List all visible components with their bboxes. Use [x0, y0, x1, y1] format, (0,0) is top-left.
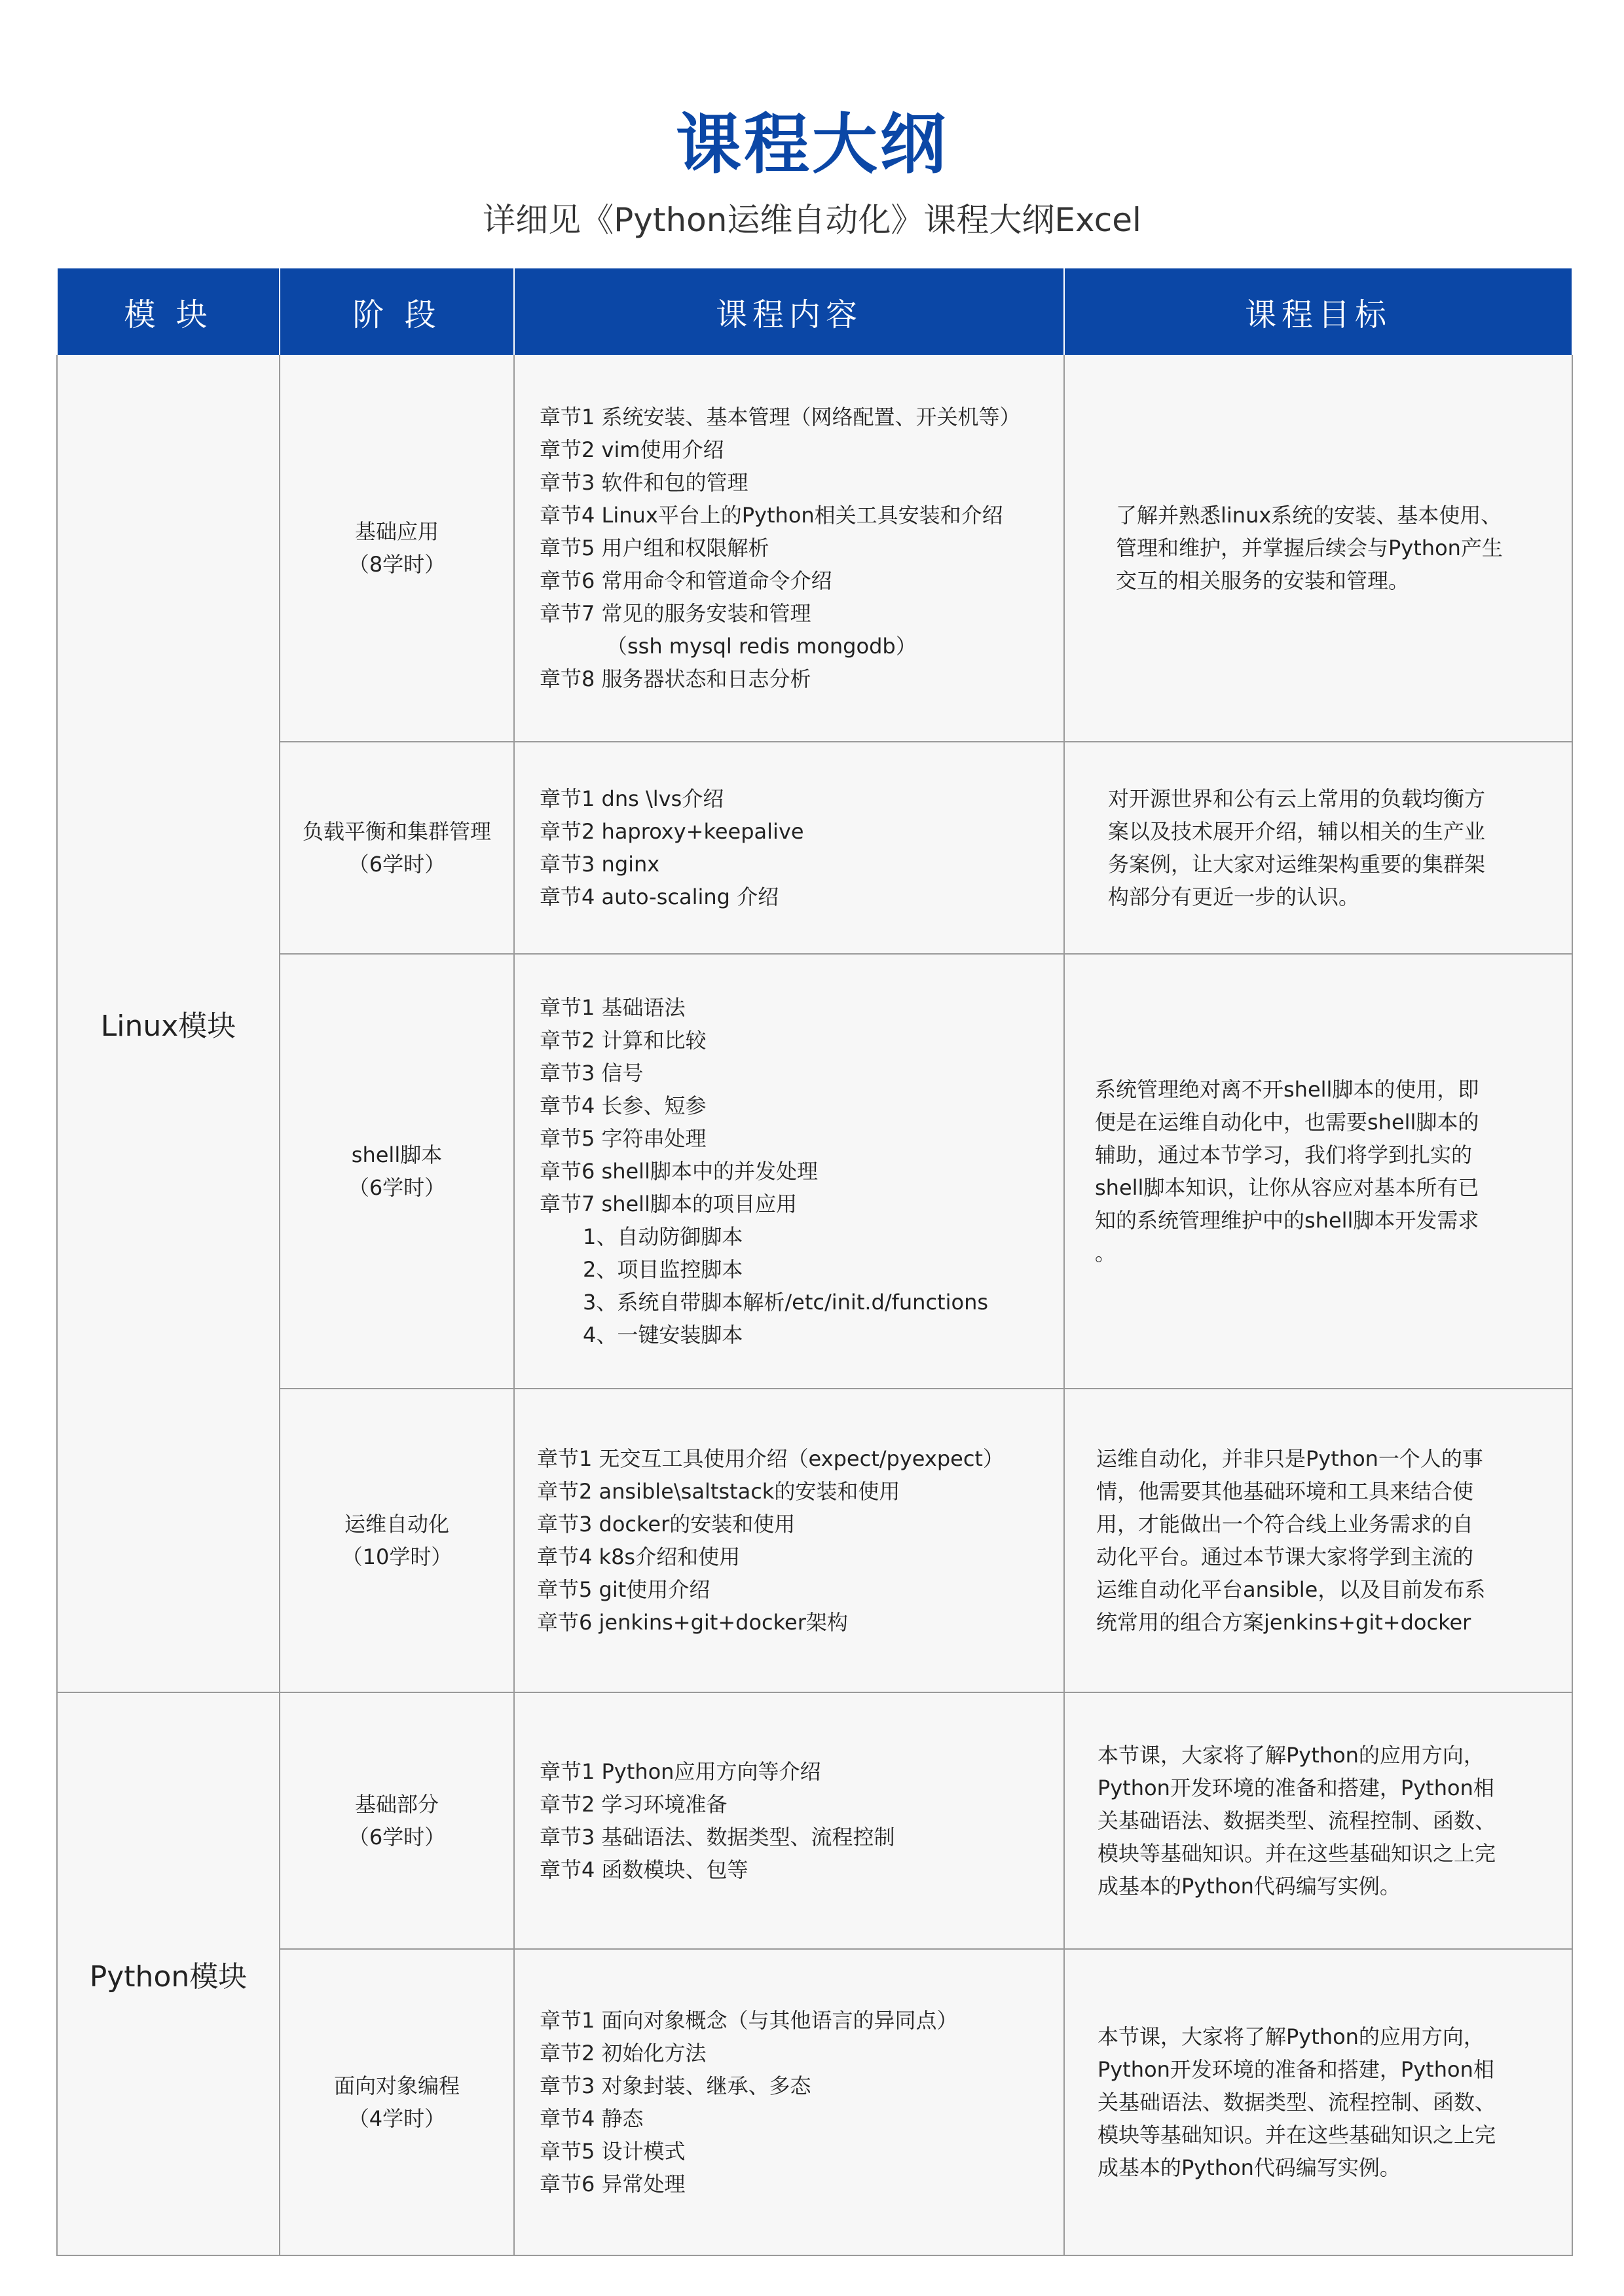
goal-line: 辅助，通过本节学习，我们将学到扎实的 [1095, 1142, 1473, 1167]
goal-cell [1065, 355, 1573, 742]
content-cell [515, 1693, 1065, 1950]
goal-line: 关基础语法、数据类型、流程控制、函数、 [1098, 2090, 1496, 2115]
goal-cell [1065, 1389, 1573, 1693]
goal-line: 。 [1095, 1241, 1116, 1266]
module-python [56, 1693, 280, 2256]
goal-cell [1065, 1950, 1573, 2256]
goal-line: 了解并熟悉linux系统的安装、基本使用、 [1116, 503, 1502, 528]
header-stage: 阶 段 [280, 268, 513, 355]
chapter-line: 章节7 常见的服务安装和管理 [540, 601, 811, 626]
chapter-line: 章节6 常用命令和管道命令介绍 [540, 568, 832, 593]
chapter-line: 章节8 服务器状态和日志分析 [540, 666, 811, 691]
goal-line: 动化平台。通过本节课大家将学到主流的 [1096, 1544, 1474, 1569]
goal-line: 便是在运维自动化中，也需要shell脚本的 [1095, 1110, 1479, 1135]
goal-line: 成基本的Python代码编写实例。 [1098, 2155, 1401, 2180]
chapter-line: 章节4 auto-scaling 介绍 [540, 884, 779, 909]
module-name: Linux模块 [100, 1010, 236, 1043]
content-cell [515, 955, 1065, 1389]
goal-line: 案以及技术展开介绍，辅以相关的生产业 [1108, 819, 1486, 844]
stage-cell [280, 1389, 515, 1693]
stage-cell [280, 1693, 515, 1950]
goal-line: 用，才能做出一个符合线上业务需求的自 [1096, 1512, 1474, 1537]
goal-line: 运维自动化平台ansible，以及目前发布系 [1096, 1577, 1486, 1602]
stage-cell [280, 1950, 515, 2256]
chapter-line: 章节5 字符串处理 [540, 1126, 707, 1151]
stage-hours: （6学时） [348, 1825, 446, 1850]
chapter-line: 章节1 基础语法 [540, 995, 686, 1020]
page-subtitle: 详细见《Python运维自动化》课程大纲Excel [483, 201, 1141, 239]
chapter-line: 章节3 基础语法、数据类型、流程控制 [540, 1825, 895, 1850]
chapter-line: 章节4 Linux平台上的Python相关工具安装和介绍 [540, 503, 1003, 528]
chapter-line: 章节2 vim使用介绍 [540, 437, 724, 462]
goal-line: 运维自动化，并非只是Python一个人的事 [1096, 1446, 1483, 1471]
stage-cell [280, 355, 515, 742]
goal-line: 本节课，大家将了解Python的应用方向， [1098, 2024, 1485, 2049]
goal-line: 务案例，让大家对运维架构重要的集群架 [1108, 852, 1486, 877]
header-module: 模 块 [58, 268, 279, 355]
chapter-line: 章节1 dns \lvs介绍 [540, 786, 724, 811]
stage-name: 基础部分 [354, 1792, 439, 1817]
content-cell [515, 355, 1065, 742]
chapter-line: 章节6 shell脚本中的并发处理 [540, 1159, 818, 1184]
goal-line: 构部分有更近一步的认识。 [1108, 884, 1360, 909]
stage-hours: （8学时） [348, 552, 446, 577]
goal-line: Python开发环境的准备和搭建，Python相 [1098, 1776, 1494, 1800]
goal-line: 对开源世界和公有云上常用的负载均衡方 [1108, 786, 1486, 811]
stage-name: 运维自动化 [344, 1512, 449, 1537]
goal-line: 模块等基础知识。并在这些基础知识之上完 [1098, 2123, 1496, 2147]
chapter-line: 章节2 ansible\saltstack的安装和使用 [537, 1479, 900, 1504]
page-title: 课程大纲 [676, 106, 948, 183]
chapter-line: 章节2 初始化方法 [540, 2041, 707, 2066]
goal-line: 统常用的组合方案jenkins+git+docker [1096, 1610, 1471, 1635]
content-cell [515, 1950, 1065, 2256]
header-content: 课程内容 [515, 268, 1063, 355]
chapter-line: 章节2 haproxy+keepalive [540, 819, 804, 844]
chapter-subline: 2、项目监控脚本 [583, 1257, 743, 1282]
chapter-line: 章节4 静态 [540, 2106, 644, 2131]
chapter-line: 章节5 设计模式 [540, 2139, 686, 2164]
chapter-line: 章节1 系统安装、基本管理（网络配置、开关机等） [540, 405, 1021, 429]
chapter-line: 章节3 软件和包的管理 [540, 470, 748, 495]
chapter-line: 章节5 git使用介绍 [537, 1577, 710, 1602]
goal-line: 成基本的Python代码编写实例。 [1098, 1874, 1401, 1899]
chapter-line: 章节6 异常处理 [540, 2172, 686, 2196]
chapter-line: 章节1 面向对象概念（与其他语言的异同点） [540, 2008, 958, 2033]
goal-line: 知的系统管理维护中的shell脚本开发需求 [1095, 1208, 1479, 1233]
chapter-line: 章节2 学习环境准备 [540, 1792, 728, 1817]
stage-cell [280, 955, 515, 1389]
goal-line: 系统管理绝对离不开shell脚本的使用，即 [1095, 1077, 1479, 1102]
goal-line: 交互的相关服务的安装和管理。 [1116, 568, 1410, 593]
content-cell [515, 742, 1065, 955]
goal-line: 情，他需要其他基础环境和工具来结合使 [1096, 1479, 1474, 1504]
goal-cell [1065, 955, 1573, 1389]
chapter-line: 章节7 shell脚本的项目应用 [540, 1192, 797, 1216]
chapter-subline: （ssh mysql redis mongodb） [606, 634, 917, 659]
stage-cell [280, 742, 515, 955]
goal-line: Python开发环境的准备和搭建，Python相 [1098, 2057, 1494, 2082]
chapter-line: 章节3 对象封装、继承、多态 [540, 2073, 811, 2098]
stage-hours: （4学时） [348, 2106, 446, 2131]
stage-hours: （6学时） [348, 852, 446, 877]
chapter-line: 章节3 docker的安装和使用 [537, 1512, 796, 1537]
chapter-line: 章节3 nginx [540, 852, 660, 877]
stage-name: 面向对象编程 [333, 2073, 460, 2098]
stage-hours: （6学时） [348, 1175, 446, 1200]
chapter-line: 章节5 用户组和权限解析 [540, 536, 769, 560]
goal-line: 管理和维护，并掌握后续会与Python产生 [1116, 536, 1503, 560]
chapter-line: 章节6 jenkins+git+docker架构 [537, 1610, 848, 1635]
module-name: Python模块 [89, 1960, 248, 1994]
chapter-subline: 4、一键安装脚本 [583, 1322, 743, 1347]
goal-cell [1065, 742, 1573, 955]
chapter-subline: 1、自动防御脚本 [583, 1224, 743, 1249]
chapter-line: 章节4 长参、短参 [540, 1093, 707, 1118]
chapter-line: 章节4 k8s介绍和使用 [537, 1544, 741, 1569]
chapter-subline: 3、系统自带脚本解析/etc/init.d/functions [583, 1290, 989, 1315]
goal-line: 模块等基础知识。并在这些基础知识之上完 [1098, 1841, 1496, 1866]
goal-line: 关基础语法、数据类型、流程控制、函数、 [1098, 1808, 1496, 1833]
chapter-line: 章节1 无交互工具使用介绍（expect/pyexpect） [537, 1446, 1004, 1471]
chapter-line: 章节3 信号 [540, 1061, 644, 1085]
chapter-line: 章节4 函数模块、包等 [540, 1857, 748, 1882]
stage-name: 负载平衡和集群管理 [302, 819, 491, 844]
content-cell [515, 1389, 1065, 1693]
module-linux [56, 355, 280, 1693]
header-goal: 课程目标 [1065, 268, 1572, 355]
goal-cell [1065, 1693, 1573, 1950]
stage-hours: （10学时） [341, 1544, 452, 1569]
stage-name: shell脚本 [351, 1142, 443, 1167]
stage-name: 基础应用 [354, 519, 439, 544]
chapter-line: 章节1 Python应用方向等介绍 [540, 1759, 821, 1784]
chapter-line: 章节2 计算和比较 [540, 1028, 707, 1053]
goal-line: shell脚本知识，让你从容应对基本所有已 [1095, 1175, 1479, 1200]
goal-line: 本节课，大家将了解Python的应用方向， [1098, 1743, 1485, 1768]
